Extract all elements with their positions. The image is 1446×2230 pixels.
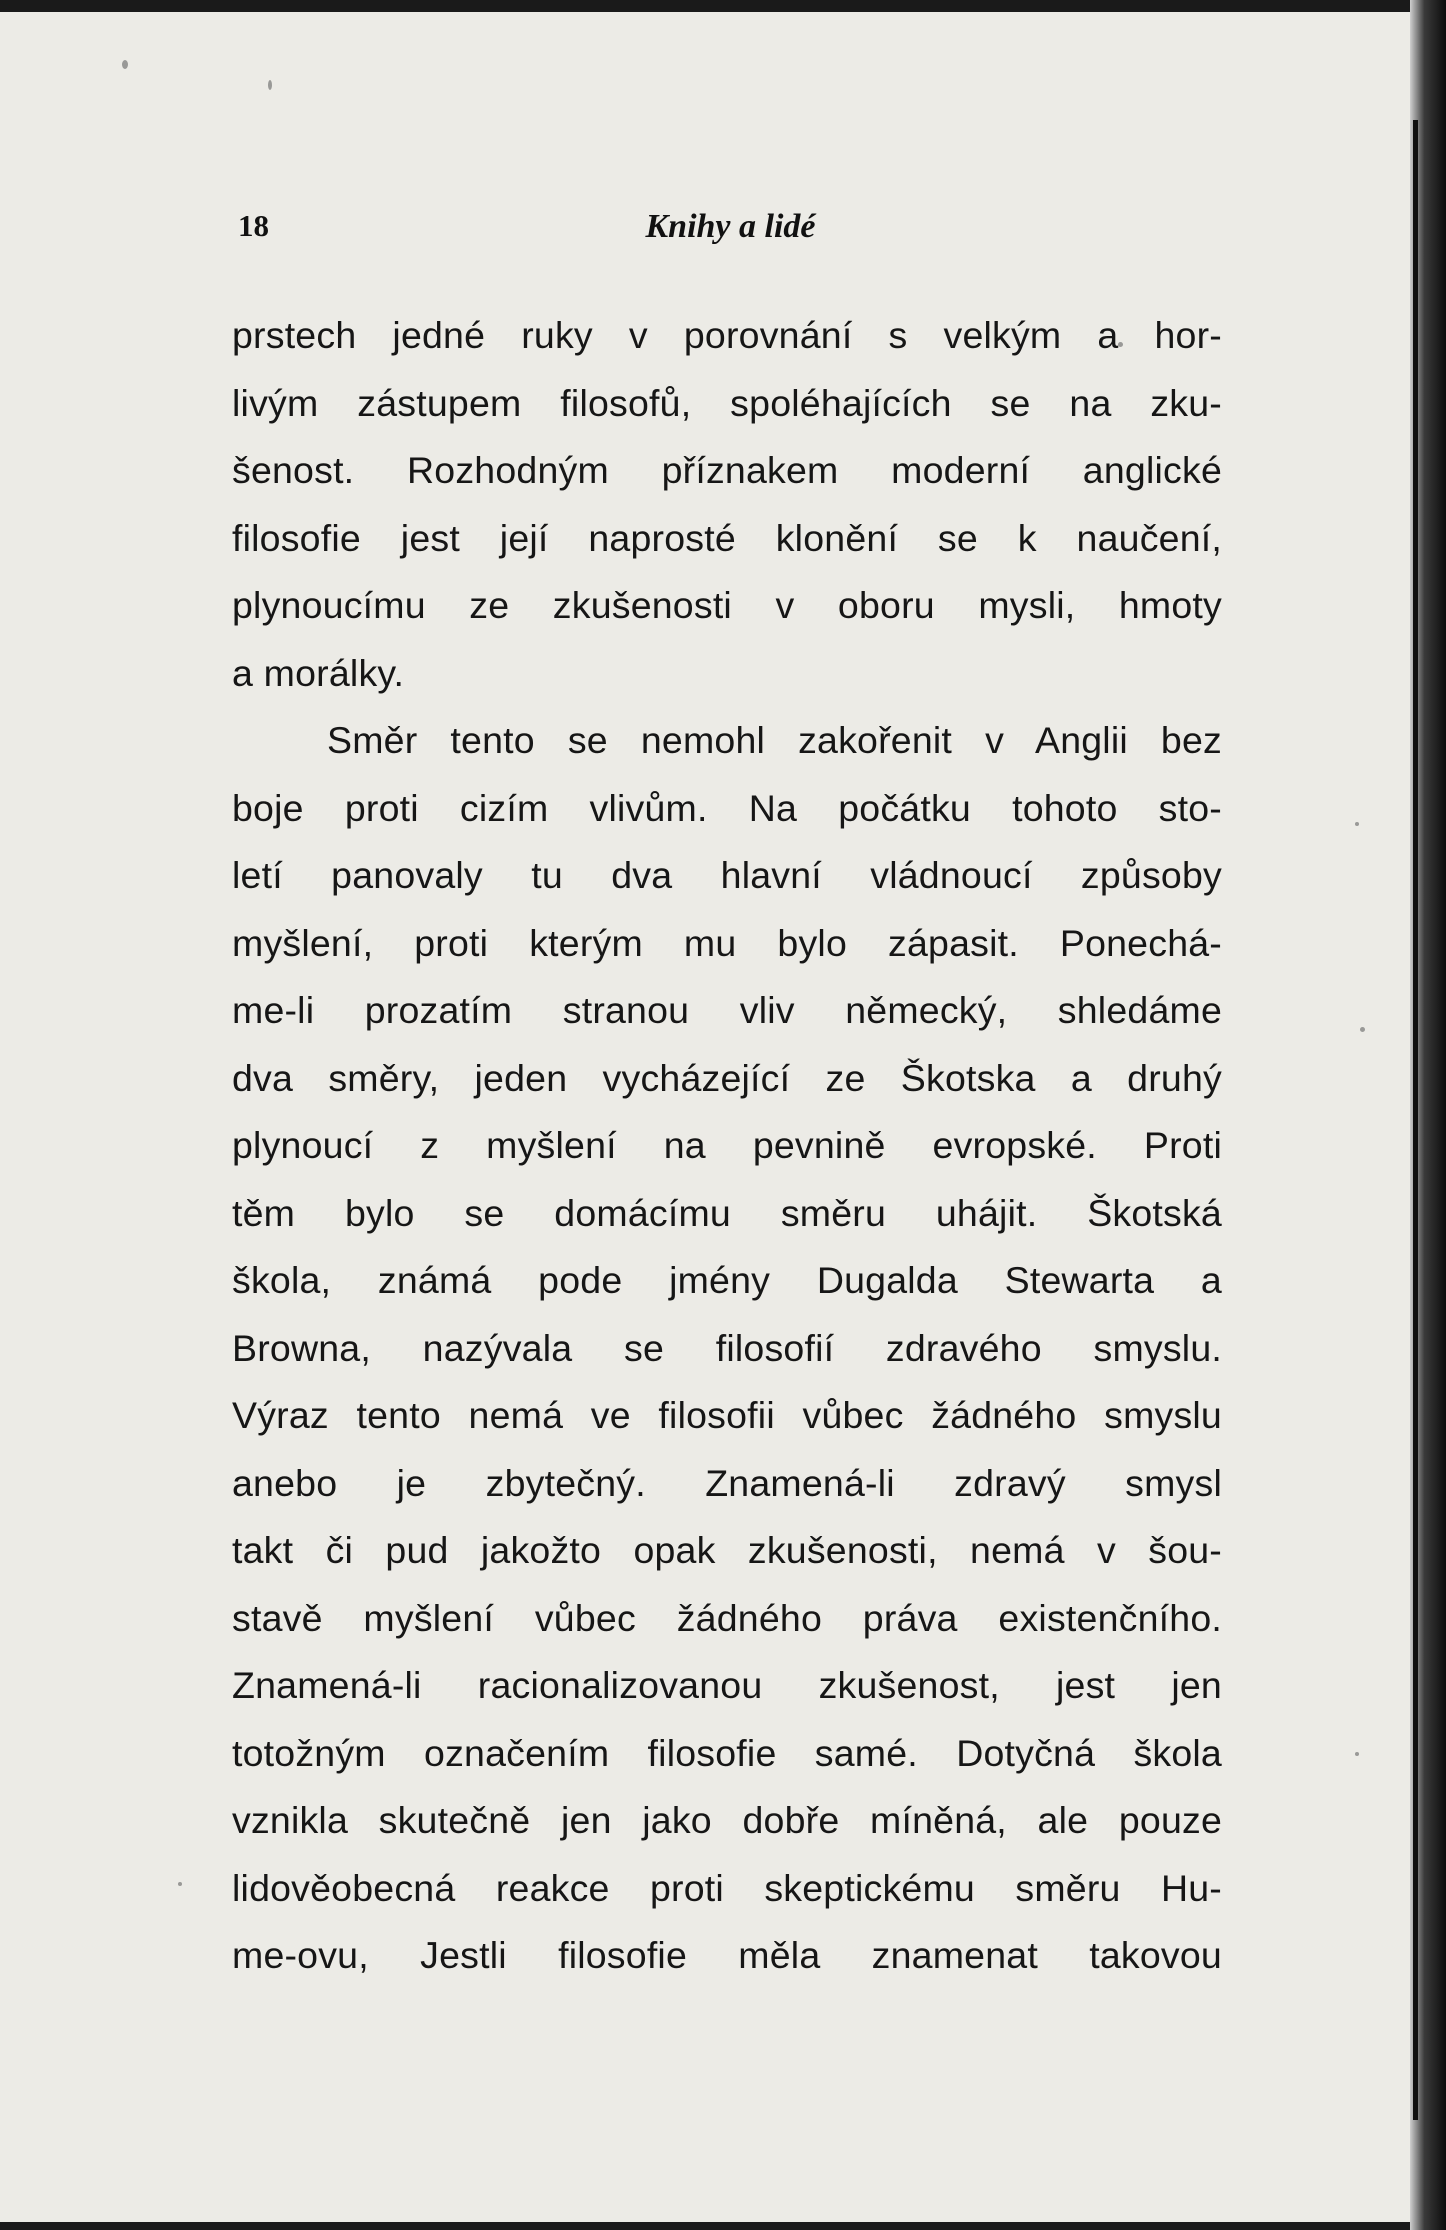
text-line: Browna, nazývala se filosofií zdravého smyslu. [232, 1326, 1222, 1369]
text-line: anebo je zbytečný. Znamená-li zdravý smysl [232, 1461, 1222, 1504]
text-line: šenost. Rozhodným příznakem moderní anglické [232, 449, 1222, 491]
text-line: me-li prozatím stranou vliv německý, shledáme [232, 989, 1222, 1031]
text-line: totožným označením filosofie samé. Dotyčná škola [232, 1731, 1222, 1774]
book-page [0, 12, 1410, 2222]
text-line: Výraz tento nemá ve filosofii vůbec žádného smyslu [232, 1394, 1222, 1436]
text-line: škola, známá pode jmény Dugalda Stewarta a [232, 1259, 1222, 1301]
paper-speck [1360, 1027, 1365, 1032]
text-line: boje proti cizím vlivům. Na počátku tohoto sto- [232, 786, 1222, 829]
paper-speck [178, 1882, 182, 1886]
text-line: dva směry, jeden vycházející ze Škotska a druhý [232, 1056, 1222, 1099]
page-number: 18 [238, 208, 269, 243]
text-line: stavě myšlení vůbec žádného práva existenčního. [232, 1596, 1222, 1639]
text-line: těm bylo se domácímu směru uhájit. Škotská [232, 1191, 1222, 1234]
running-title: Knihy a lidé [645, 208, 816, 245]
text-line: filosofie jest její naprosté klonění se k naučení, [232, 516, 1222, 559]
paper-speck [122, 60, 128, 69]
text-line: Směr tento se nemohl zakořenit v Anglii bez [327, 719, 1222, 761]
text-line: plynoucímu ze zkušenosti v oboru mysli, hmoty [232, 584, 1222, 626]
text-line: livým zástupem filosofů, spoléhajících se na zku- [232, 381, 1222, 424]
text-line: takt či pud jakožto opak zkušenosti, nemá v šou- [232, 1529, 1222, 1571]
body-text [232, 302, 1222, 1990]
text-line: a morálky. [232, 651, 405, 694]
binding-edge [1413, 120, 1418, 2120]
text-line: myšlení, proti kterým mu bylo zápasit. Ponechá- [232, 921, 1222, 964]
text-line: prstech jedné ruky v porovnání s velkým a hor- [232, 314, 1222, 356]
paper-speck [1355, 1752, 1359, 1756]
text-line: me-ovu, Jestli filosofie měla znamenat takovou [232, 1934, 1222, 1976]
text-line: plynoucí z myšlení na pevnině evropské. Proti [232, 1124, 1222, 1166]
text-line: vznikla skutečně jen jako dobře míněná, ale pouze [232, 1799, 1222, 1841]
text-line: Znamená-li racionalizovanou zkušenost, jest jen [232, 1664, 1222, 1706]
text-line: lidověobecná reakce proti skeptickému směru Hu- [232, 1866, 1222, 1909]
page-header [238, 208, 1223, 268]
paper-speck [1355, 822, 1359, 826]
paper-speck [268, 80, 272, 90]
paragraph [232, 707, 1222, 1990]
text-line: letí panovaly tu dva hlavní vládnoucí způsoby [232, 854, 1222, 896]
paragraph [232, 302, 1222, 707]
